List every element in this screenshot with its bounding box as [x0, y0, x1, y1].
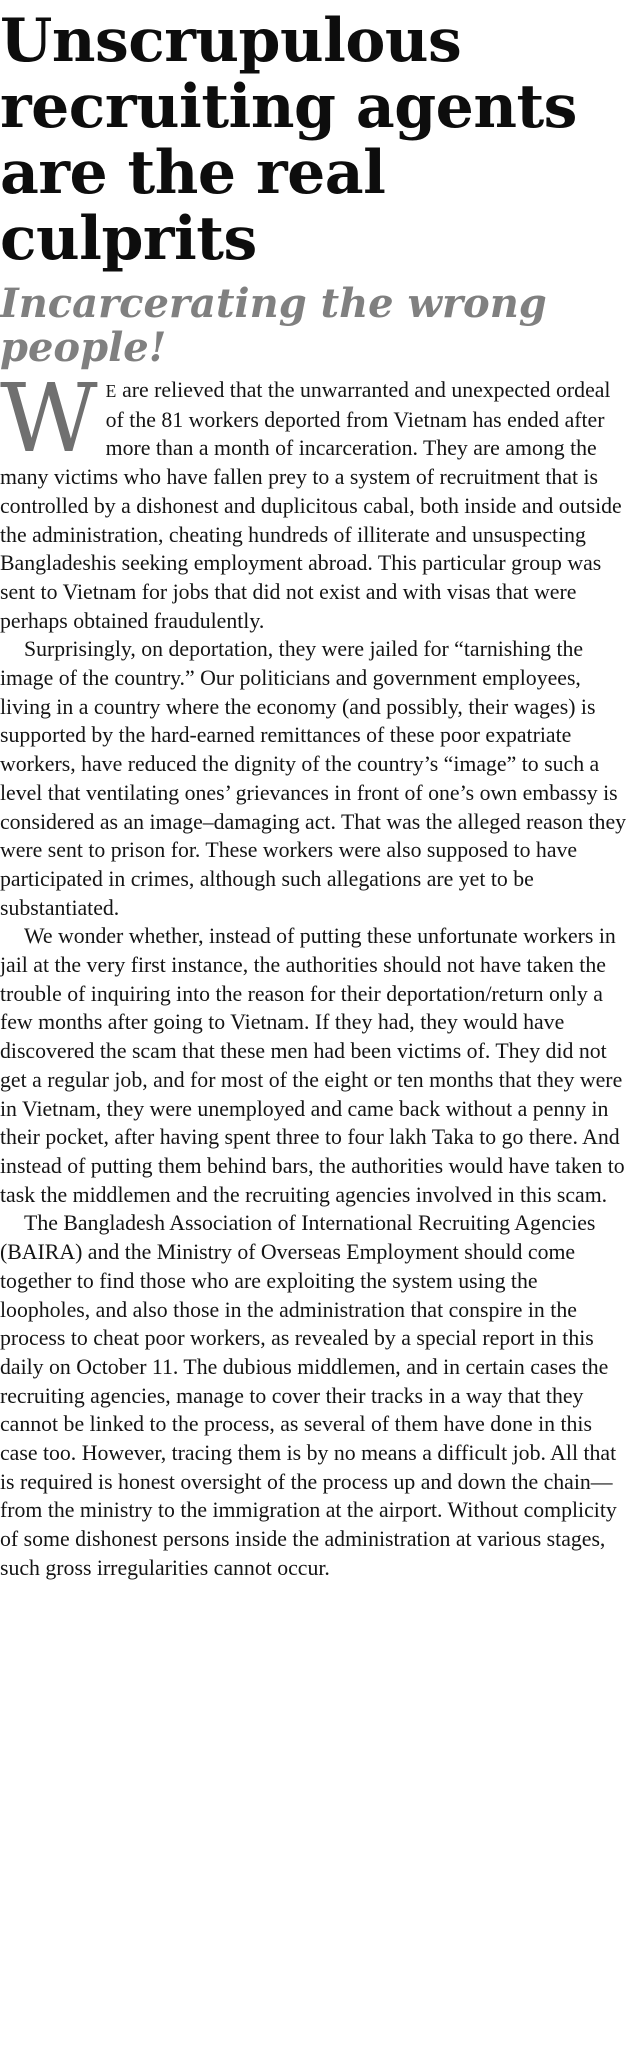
lead-caps: E: [105, 381, 117, 401]
paragraph-1: [0, 364, 629, 635]
paragraph-4: The Bangladesh Association of International Recruiting Agencies (BAIRA) and the Ministry of Overseas Employment should come together to find those who are exploiting the system using the loopholes, and also those in the administration that conspire in the process to cheat poor workers, as revealed by a special report in this daily on October 11. The dubious middlemen, and in certain cases the recruiting agencies, manage to cover their tracks in a way that they cannot be linked to the process, as several of them have done in this case too. However, tracing them is by no means a difficult job. All that is required is honest oversight of the process up and down the chain—from the ministry to the immigration at the airport. Without complicity of some dishonest persons inside the administration at various stages, such gross irregularities cannot occur.: [0, 1211, 617, 1580]
drop-cap: W: [0, 364, 98, 474]
article-body: [0, 364, 629, 1583]
paragraph-3: We wonder whether, instead of putting these unfortunate workers in jail at the very first instance, the authorities should not have taken the trouble of inquiring into the reason for their deportation/return only a few months after going to Vietnam. If they had, they would have discovered the scam that these men had been victims of. They did not get a regular job, and for most of the eight or ten months that they were in Vietnam, they were unemployed and came back without a penny in their pocket, after having spent three to four lakh Taka to go there. And instead of putting them behind bars, the authorities would have taken to task the middlemen and the recruiting agencies involved in this scam.: [0, 924, 625, 1207]
headline: Unscrupulous recruiting agents are the real culprits: [0, 6, 577, 274]
subheadline: Incarcerating the wrong people!: [0, 280, 547, 371]
paragraph-1-text: are relieved that the unwarranted and unexpected ordeal of the 81 workers deported from Vietnam has ended after more than a month of incarceration. They are among the many victims who have fallen prey to a system of recruitment that is controlled by a dishonest and duplicitous cabal, both inside and outside the administration, cheating hundreds of illiterate and unsuspecting Bangladeshis seeking employment abroad. This particular group was sent to Vietnam for jobs that did not exist and with visas that were perhaps obtained fraudulently.: [0, 378, 622, 633]
paragraph-2: Surprisingly, on deportation, they were jailed for “tarnishing the image of the country.” Our politicians and government employees, living in a country where the economy (and possibly, their wages) is supported by the hard-earned remittances of these poor expatriate workers, have reduced the dignity of the country’s “image” to such a level that ventilating ones’ grievances in front of one’s own embassy is considered as an image–damaging act. That was the alleged reason they were sent to prison for. These workers were also supposed to have participated in crimes, although such allegations are yet to be substantiated.: [0, 637, 627, 920]
